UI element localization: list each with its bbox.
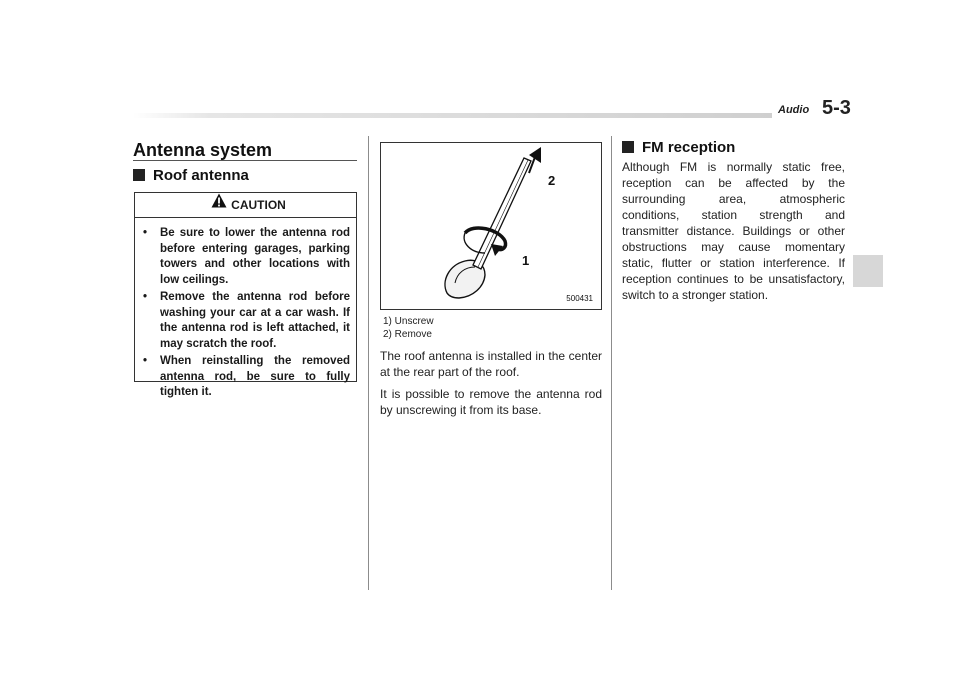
paragraph: Although FM is normally static free, reception can be affected by the surrounding area, atmospheric conditions, station strength and transmitter distance. Buildings or other obstructions may cause momentary static, flutter or station interference. If reception continues to be unsatisfactory, switch to a stronger station. bbox=[622, 160, 845, 302]
subheading-fm-reception bbox=[622, 139, 735, 156]
callout-2: 2 bbox=[548, 173, 556, 188]
legend-item: 2) Remove bbox=[383, 329, 432, 340]
caution-title: CAUTION bbox=[231, 198, 286, 212]
chapter-tab bbox=[853, 255, 883, 287]
figure-code: 500431 bbox=[566, 294, 593, 303]
page-number: 5-3 bbox=[822, 97, 851, 119]
antenna-figure bbox=[380, 142, 602, 310]
section-title-rule bbox=[133, 160, 357, 161]
paragraph: The roof antenna is installed in the center at the rear part of the roof. bbox=[380, 349, 602, 379]
legend-item: 1) Unscrew bbox=[383, 316, 434, 327]
column-divider-2 bbox=[611, 136, 612, 590]
callout-1: 1 bbox=[522, 253, 530, 268]
header-rule bbox=[133, 113, 772, 118]
square-bullet-icon bbox=[622, 141, 634, 153]
caution-box bbox=[134, 192, 357, 398]
caution-item: • Remove the antenna rod before washing your car at a car wash. If the antenna rod is left attached, it may scratch the roof. bbox=[141, 290, 350, 352]
subheading-text: FM reception bbox=[642, 139, 736, 156]
caution-item: • When reinstalling the removed antenna rod, be sure to fully tighten it. bbox=[141, 354, 350, 401]
paragraph: It is possible to remove the antenna rod by unscrewing it from its base. bbox=[380, 387, 602, 417]
section-title: Antenna system bbox=[133, 140, 273, 160]
subheading-roof-antenna bbox=[133, 167, 249, 184]
subheading-text: Roof antenna bbox=[153, 167, 249, 184]
header-section-label: Audio bbox=[778, 104, 810, 116]
column-divider-1 bbox=[368, 136, 369, 590]
square-bullet-icon bbox=[133, 169, 145, 181]
warning-triangle-icon bbox=[211, 193, 227, 208]
caution-item: • Be sure to lower the antenna rod before entering garages, parking towers and other locations with low ceilings. bbox=[141, 226, 350, 288]
antenna-illustration bbox=[381, 143, 603, 311]
caution-header bbox=[135, 193, 356, 218]
caution-list bbox=[135, 218, 356, 401]
